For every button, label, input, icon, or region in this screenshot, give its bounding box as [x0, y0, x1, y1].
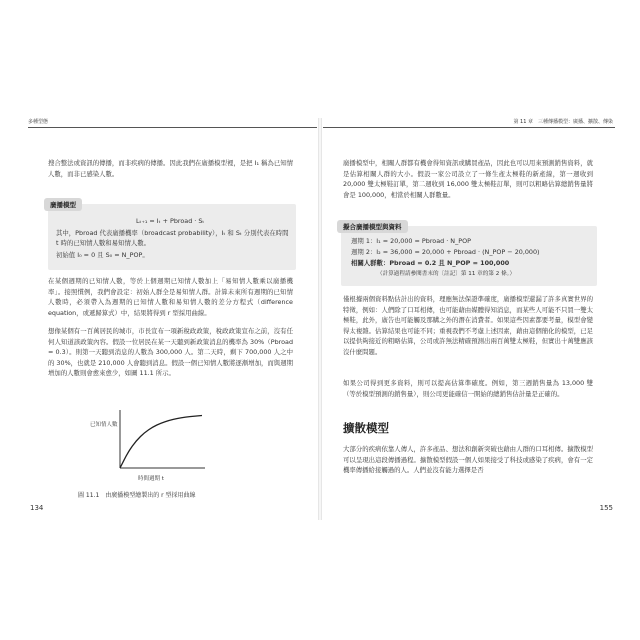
right-page-number: 155	[599, 504, 613, 512]
right-paragraph-1: 廣播模型中，相關人群都有機會得知資訊或購買產品，因此也可以用來預測銷售資料，就是估算相關人群的大小。假設一家公司設立了一條生產太極鞋的新產線，第一週收到 20,000 雙太極鞋訂單，第二週收到 16,000 雙太極鞋訂單，則可以粗略估算總銷售量將會是 100,000，相當於相關人群數量。	[343, 159, 593, 199]
left-paragraph-1: 搜合整法或資訊的傳播，而非疾病的傳播。因此我們在廣播模型裡，是把 I₁ 稱為已知情人數，而非已感染人數。	[48, 159, 293, 178]
fit-box-line-2: 週期 2：I₂ = 36,000 = 20,000 + Pbroad · (N_POP − 20,000)	[351, 248, 540, 256]
broadcast-box-text-1: 其中，Pbroad 代表廣播機率（broadcast probability），Iₜ 和 Sₜ 分別代表在時間	[56, 229, 289, 237]
right-page	[323, 118, 615, 520]
fit-box-line-4: （計算過程請參閱書末的〔註記〕第 11 章的第 2 條。）	[377, 271, 516, 277]
fit-model-box	[341, 223, 597, 286]
adoption-curve-line	[120, 416, 202, 468]
y-axis-label: 已知情人數	[90, 422, 118, 428]
fit-model-box-title: 擬合廣播模型與資料	[337, 220, 408, 233]
left-page-number: 134	[30, 504, 44, 512]
left-running-header: 多種型態	[28, 119, 49, 125]
left-page	[28, 118, 317, 520]
adoption-curve-chart	[90, 402, 210, 492]
left-paragraph-2: 在某個週期的已知情人數，等於上個週期已知情人數加上「易知情人數乘以廣播機率」。接照慣例，我們會設定：初始人群全是易知情人群。計算未來所有週期的已知情人數時，必須帶入為週期的已知情人數和易知情人數的差分方程式（difference equation，或遞歸算式）中，結果將得到 r 型採用曲線。	[48, 277, 293, 317]
broadcast-box-text-2: t 時的已知情人數和易知情人數。	[56, 239, 151, 247]
broadcast-box-text-3: 初始值 I₀ = 0 且 S₀ = N_POP。	[56, 251, 149, 259]
x-axis-label: 時間週期 t	[138, 476, 164, 482]
right-paragraph-4: 大部分的疾病依靠人傳人，許多產品、想法和創新突破也藉由人群的口耳相傳。擴散模型可以呈現出這段傳播過程。擴散模型假設一個人如果接受了科技或感染了疾病，會有一定機率傳播給接觸過的人。人們並沒有能力選擇是否	[343, 445, 593, 475]
broadcast-formula: Lₜ₊₁ = Iₜ + Pbroad · Sₜ	[136, 217, 205, 225]
broadcast-model-box	[48, 201, 296, 270]
right-paragraph-3: 如果公司得到更多資料，則可以提高估算準確度。例如，第三週銷售量為 13,000 雙（等於模型預測的銷售量），則公司更能確信一開始的總銷售估計量是正確的。	[343, 379, 593, 398]
broadcast-model-box-title: 廣播模型	[44, 198, 82, 211]
figure-caption: 圖 11.1 由廣播模型繪製出的 r 型採用曲線	[78, 492, 196, 499]
fit-box-line-3: 相關人群數：Pbroad = 0.2 且 N_POP = 100,000	[351, 259, 510, 267]
left-header-rule	[28, 127, 317, 128]
right-header-rule	[323, 127, 615, 128]
right-running-header: 第 11 章 三種傳播模型：廣播、擴散、傳染	[513, 119, 613, 125]
book-gutter	[318, 118, 322, 520]
fit-box-line-1: 週期 1：I₁ = 20,000 = Pbroad · N_POP	[351, 237, 471, 245]
right-paragraph-2: 僅根據兩個資料點估計出的資料，理應無法保證準確度，廣播模型還漏了許多真實世界的特徵，例如：人們除了口耳相傳，也可能藉由媒體得知消息，而某些人可能不只買一雙太極鞋，此外，廣告也可能觸及那購之外的潛在消費者。如果這些因素都要考量，模型會變得太複雜。估算結果也可能不同；重視我們不考慮上述因素，藉由這個簡化的模型，已足以提供夠接近的粗略估算，公司或許無法精確預測出兩百萬雙太極鞋，但實出十萬雙應該沒什麼問題。	[343, 295, 593, 356]
section-title-diffusion: 擴散模型	[343, 421, 389, 435]
left-paragraph-3: 想像某個有一百萬居民的城市，市長宣布一項新稅政政策，稅政政策宣布之前，沒有任何人知道該政策內容。假設一位居民在某一天聽到新政策消息的機率為 30%（Pbroad = 0.3）。則第一天聽到消息的人數為 300,000 人。第二天時，剩下 700,000 人之中的 30%，也就是 210,000 人會聽到消息。假設一個已知情人數將逐漸增加，而與週期增加的人數則會愈來愈少，如圖 11.1 所示。	[48, 327, 293, 378]
